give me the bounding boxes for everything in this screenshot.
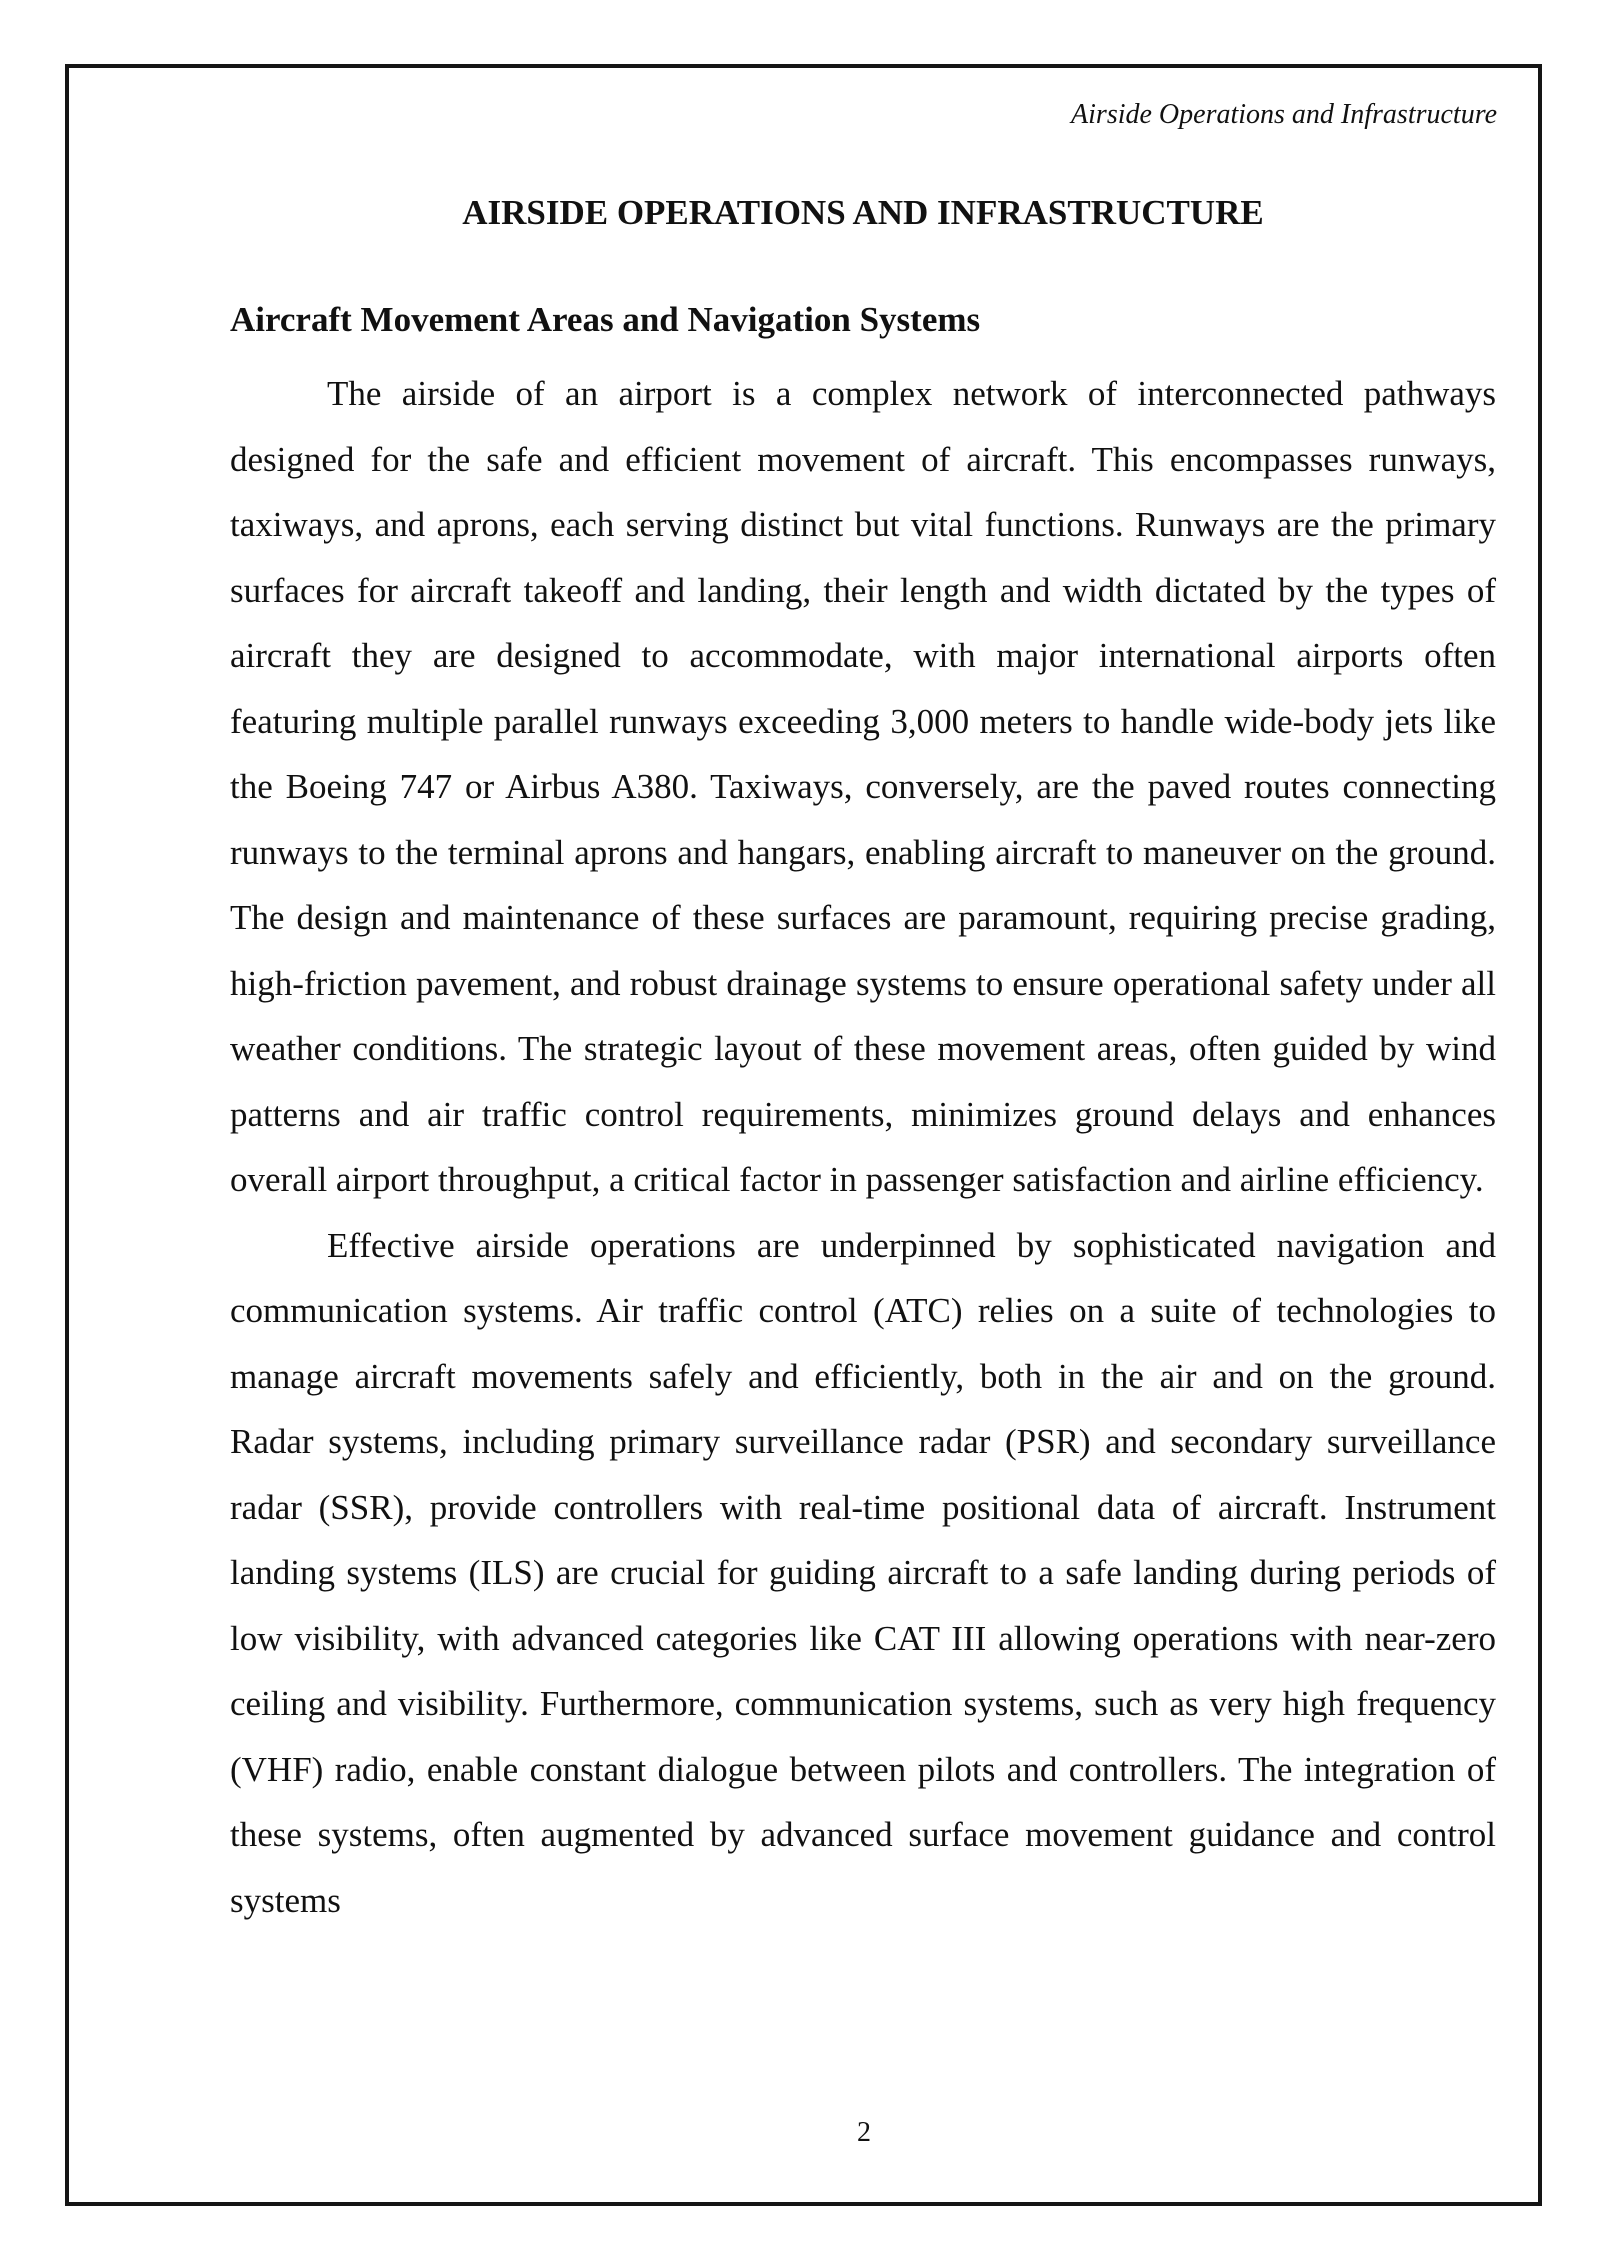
running-header: Airside Operations and Infrastructure <box>1071 99 1497 130</box>
body-paragraph-2: Effective airside operations are underpinned by sophisticated navigation and communication systems. Air traffic control (ATC) relies on a suite of technologies to manage aircraft movements safely and efficiently, both in the air and on the ground. Radar systems, including primary surveillance radar (PSR) and secondary surveillance radar (SSR), provide controllers with real-time positional data of aircraft. Instrument landing systems (ILS) are crucial for guiding aircraft to a safe landing during periods of low visibility, with advanced categories like CAT III allowing operations with near-zero ceiling and visibility. Furthermore, communication systems, such as very high frequency (VHF) radio, enable constant dialogue between pilots and controllers. The integration of these systems, often augmented by advanced surface movement guidance and control systems <box>230 1225 1496 1920</box>
section-heading: Aircraft Movement Areas and Navigation Systems <box>230 300 981 339</box>
body-paragraph-1: The airside of an airport is a complex network of interconnected pathways designed for the safe and efficient movement of aircraft. This encompasses runways, taxiways, and aprons, each serving distinct but vital functions. Runways are the primary surfaces for aircraft takeoff and landing, their length and width dictated by the types of aircraft they are designed to accommodate, with major international airports often featuring multiple parallel runways exceeding 3,000 meters to handle wide-body jets like the Boeing 747 or Airbus A380. Taxiways, conversely, are the paved routes connecting runways to the terminal aprons and hangars, enabling aircraft to maneuver on the ground. The design and maintenance of these surfaces are paramount, requiring precise grading, high-friction pavement, and robust drainage systems to ensure operational safety under all weather conditions. The strategic layout of these movement areas, often guided by wind patterns and air traffic control requirements, minimizes ground delays and enhances overall airport throughput, a critical factor in passenger satisfaction and airline efficiency. <box>230 374 1496 1199</box>
page-content <box>230 188 1496 1933</box>
document-title: AIRSIDE OPERATIONS AND INFRASTRUCTURE <box>462 193 1264 232</box>
page-number: 2 <box>857 2117 871 2148</box>
